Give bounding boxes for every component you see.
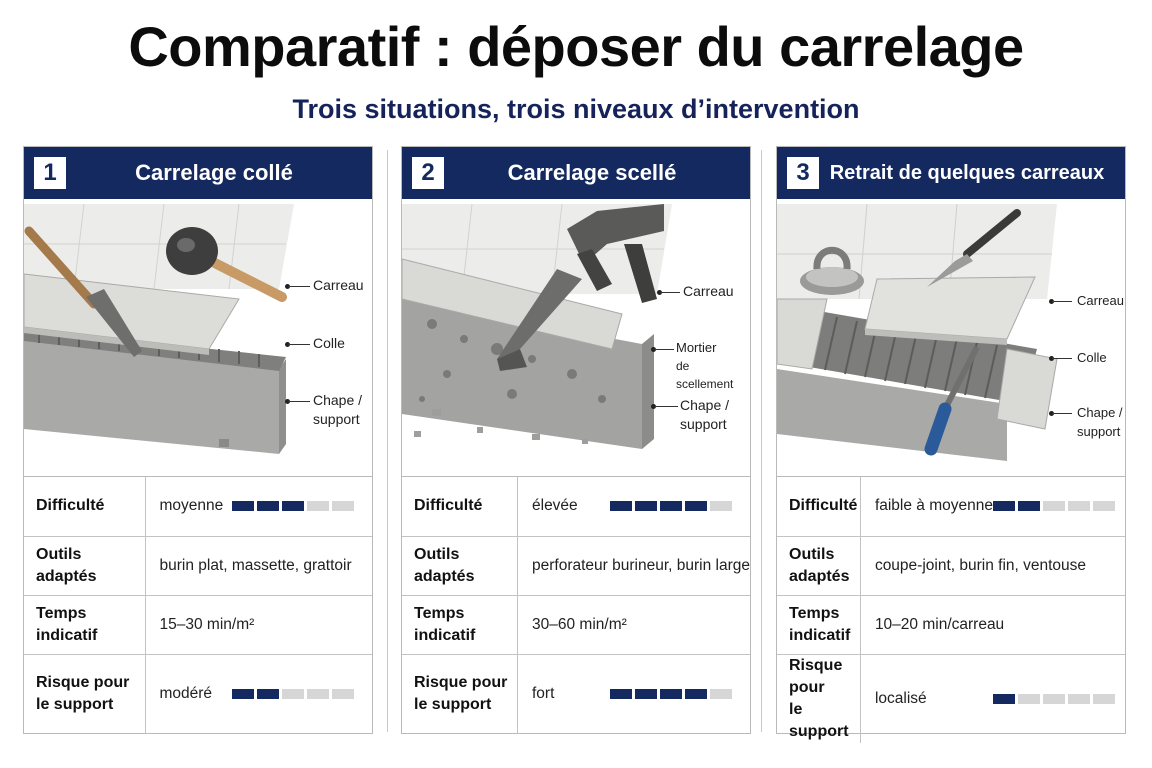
callout-line bbox=[660, 292, 680, 293]
level-segment bbox=[1068, 501, 1090, 511]
illustration-retrait-carreaux bbox=[777, 199, 1125, 477]
panel-title: Carrelage collé bbox=[135, 160, 293, 185]
callout-line bbox=[654, 406, 678, 407]
risk-bar bbox=[232, 689, 354, 699]
label-risk-line2: le support bbox=[789, 700, 849, 740]
callout-chape bbox=[313, 391, 362, 429]
label-time: Temps indicatif bbox=[24, 595, 145, 654]
label-risk bbox=[402, 654, 518, 733]
label-difficulty: Difficulté bbox=[24, 477, 145, 536]
level-segment bbox=[332, 689, 354, 699]
tools-value: perforateur burineur, burin large bbox=[532, 556, 750, 574]
level-segment bbox=[1043, 501, 1065, 511]
callout-chape-line1: Chape / bbox=[313, 392, 363, 408]
level-segment bbox=[685, 689, 707, 699]
label-risk-line1: Risque pour bbox=[414, 673, 508, 691]
callout-carreau: Carreau bbox=[1077, 293, 1124, 308]
panel-carrelage-colle bbox=[23, 146, 373, 734]
time-value: 10–20 min/carreau bbox=[874, 615, 1005, 633]
tools-value: coupe-joint, burin fin, ventouse bbox=[874, 556, 1087, 574]
page-subtitle: Trois situations, trois niveaux d’intervention bbox=[292, 94, 860, 124]
time-value: 15–30 min/m² bbox=[159, 615, 255, 633]
level-segment bbox=[307, 689, 329, 699]
label-risk-line2: le support bbox=[414, 695, 492, 713]
level-segment bbox=[635, 689, 657, 699]
callout-line bbox=[288, 401, 310, 402]
level-segment bbox=[257, 501, 279, 511]
label-risk bbox=[24, 654, 145, 733]
time-value: 30–60 min/m² bbox=[532, 615, 627, 633]
properties-table bbox=[402, 477, 750, 733]
label-time: Temps indicatif bbox=[777, 595, 860, 654]
callout-chape-line1: Chape / bbox=[1077, 405, 1123, 420]
label-risk-line2: le support bbox=[36, 695, 114, 713]
row-difficulty bbox=[402, 477, 750, 536]
callout-mortier bbox=[676, 339, 750, 393]
column-separator bbox=[387, 150, 388, 732]
level-segment bbox=[332, 501, 354, 511]
callout-carreau: Carreau bbox=[313, 277, 364, 293]
row-difficulty bbox=[777, 477, 1125, 536]
label-difficulty: Difficulté bbox=[777, 477, 860, 536]
callout-line bbox=[1052, 301, 1072, 302]
tile-removal-illustration bbox=[402, 199, 750, 477]
page-title: Comparatif : déposer du carrelage bbox=[128, 15, 1024, 78]
callout-carreau: Carreau bbox=[683, 283, 734, 299]
row-time bbox=[402, 595, 750, 654]
level-segment bbox=[660, 501, 682, 511]
callout-chape-line2: support bbox=[680, 416, 727, 432]
callout-line bbox=[654, 349, 674, 350]
callout-line bbox=[288, 344, 310, 345]
level-segment bbox=[710, 501, 732, 511]
difficulty-bar bbox=[232, 501, 354, 511]
level-segment bbox=[1018, 694, 1040, 704]
level-segment bbox=[710, 689, 732, 699]
panel-number: 2 bbox=[412, 157, 444, 189]
level-segment bbox=[685, 501, 707, 511]
row-difficulty bbox=[24, 477, 372, 536]
panel-carrelage-scelle bbox=[401, 146, 751, 734]
label-tools: Outils adaptés bbox=[402, 536, 518, 595]
row-tools bbox=[402, 536, 750, 595]
callout-colle: Colle bbox=[313, 335, 345, 351]
callout-line bbox=[1052, 413, 1072, 414]
label-time: Temps indicatif bbox=[402, 595, 518, 654]
label-tools: Outils adaptés bbox=[24, 536, 145, 595]
level-segment bbox=[282, 689, 304, 699]
level-segment bbox=[610, 689, 632, 699]
difficulty-value: faible à moyenne bbox=[874, 497, 993, 515]
callout-chape-line1: Chape / bbox=[680, 397, 730, 413]
difficulty-bar bbox=[610, 501, 732, 511]
level-segment bbox=[232, 501, 254, 511]
row-time bbox=[24, 595, 372, 654]
row-risk bbox=[24, 654, 372, 733]
callout-chape-line2: support bbox=[313, 411, 360, 427]
callout-mortier-line1: Mortier bbox=[676, 340, 717, 355]
label-tools: Outils adaptés bbox=[777, 536, 860, 595]
row-risk bbox=[777, 654, 1125, 743]
callout-line bbox=[288, 286, 310, 287]
level-segment bbox=[232, 689, 254, 699]
level-segment bbox=[1093, 501, 1115, 511]
difficulty-value: élevée bbox=[532, 497, 578, 515]
properties-table bbox=[777, 477, 1125, 743]
callout-line bbox=[1052, 358, 1072, 359]
risk-value: localisé bbox=[874, 689, 927, 707]
panel-number: 1 bbox=[34, 157, 66, 189]
properties-table bbox=[24, 477, 372, 733]
tile-removal-illustration bbox=[777, 199, 1125, 477]
panel-header bbox=[777, 147, 1125, 199]
label-risk bbox=[777, 654, 860, 743]
callout-mortier-line2: de scellement bbox=[676, 359, 734, 391]
column-separator bbox=[761, 150, 762, 732]
level-segment bbox=[993, 694, 1015, 704]
callout-chape bbox=[680, 396, 729, 434]
risk-bar bbox=[993, 694, 1115, 704]
label-difficulty: Difficulté bbox=[402, 477, 518, 536]
row-tools bbox=[24, 536, 372, 595]
level-segment bbox=[1093, 694, 1115, 704]
panel-header bbox=[402, 147, 750, 199]
panel-header bbox=[24, 147, 372, 199]
panel-retrait-carreaux bbox=[776, 146, 1126, 740]
risk-value: modéré bbox=[159, 684, 213, 702]
difficulty-bar bbox=[993, 501, 1115, 511]
callout-chape bbox=[1077, 403, 1123, 441]
level-segment bbox=[1068, 694, 1090, 704]
label-risk-line1: Risque pour bbox=[789, 656, 843, 696]
illustration-carrelage-colle bbox=[24, 199, 372, 477]
panel-number: 3 bbox=[787, 157, 819, 189]
level-segment bbox=[282, 501, 304, 511]
panel-title: Retrait de quelques carreaux bbox=[829, 161, 1105, 184]
difficulty-value: moyenne bbox=[159, 497, 224, 515]
illustration-carrelage-scelle bbox=[402, 199, 750, 477]
tools-value: burin plat, massette, grattoir bbox=[159, 556, 352, 574]
level-segment bbox=[635, 501, 657, 511]
row-tools bbox=[777, 536, 1125, 595]
callout-chape-line2: support bbox=[1077, 424, 1121, 439]
panel-title: Carrelage scellé bbox=[507, 160, 677, 185]
callout-colle: Colle bbox=[1077, 350, 1107, 365]
level-segment bbox=[610, 501, 632, 511]
risk-bar bbox=[610, 689, 732, 699]
row-risk bbox=[402, 654, 750, 733]
row-time bbox=[777, 595, 1125, 654]
level-segment bbox=[660, 689, 682, 699]
label-risk-line1: Risque pour bbox=[36, 673, 130, 691]
level-segment bbox=[993, 501, 1015, 511]
risk-value: fort bbox=[532, 684, 555, 702]
level-segment bbox=[1043, 694, 1065, 704]
level-segment bbox=[307, 501, 329, 511]
level-segment bbox=[1018, 501, 1040, 511]
level-segment bbox=[257, 689, 279, 699]
